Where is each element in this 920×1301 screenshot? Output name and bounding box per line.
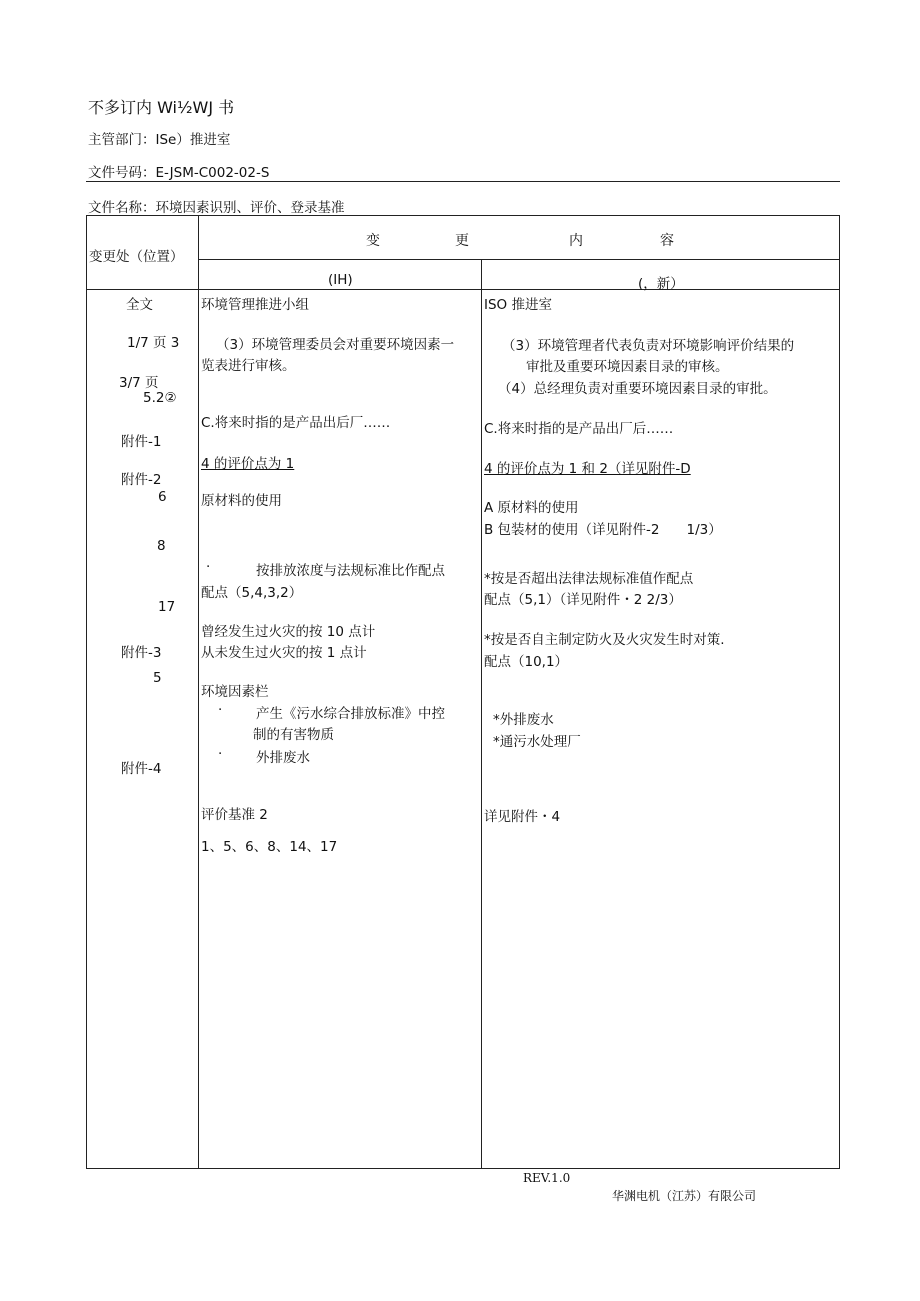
old-item: 环境因素栏 [201,684,269,700]
change-header-char: 容 [660,233,674,249]
document-name-label: 文件名称： [88,200,156,216]
header-divider [86,181,840,182]
company-name: 华渊电机（江苏）有限公司 [612,1189,757,1203]
position-item: 3/7 页 [119,375,159,391]
department-value: ISe）推进室 [155,132,231,148]
revision-label: REV.1.0 [523,1171,571,1185]
document-number-value: E-JSM-C002-02-S [155,165,270,181]
new-item: *按是否超出法律法规标准值作配点 [484,571,694,587]
old-item: 产生《污水综合排放标准》中控 [256,706,445,722]
position-item: 5 [153,670,162,686]
change-header-char: 更 [455,233,469,249]
old-item: 评价基准 2 [201,807,268,823]
position-item: 6 [158,489,167,505]
document-name-line [88,196,345,216]
position-item: 8 [157,538,166,554]
document-title: 不多订内 Wi½WJ 书 [88,98,235,117]
position-item: 5.2② [143,390,177,406]
old-item: （3）环境管理委员会对重要环境因素一 [216,337,455,353]
new-item: B 包装材的使用（详见附件-2 1/3） [484,522,722,538]
change-header-char: 内 [569,233,583,249]
bullet-marker: · [218,702,223,718]
new-item: *通污水处理厂 [493,734,581,750]
new-item: ISO 推进室 [484,297,552,313]
new-item: （4）总经理负责对重要环境因素目录的审批。 [498,381,777,397]
old-item: 制的有害物质 [253,727,334,743]
old-item: 1、5、6、8、14、17 [201,839,338,855]
new-item: *按是否自主制定防火及火灾发生时对策. [484,632,725,648]
new-item: A 原材料的使用 [484,500,579,516]
document-number-label: 文件号码： [88,165,156,181]
position-item: 1/7 页 3 [127,335,180,351]
position-item: 17 [158,599,176,615]
position-item: 附件-3 [121,645,162,661]
document-number-line [88,161,269,181]
new-column-header: (，新） [638,276,684,292]
old-item: 从未发生过火灾的按 1 点计 [201,645,367,661]
old-item: 曾经发生过火灾的按 10 点计 [201,624,376,640]
new-item: 详见附件・4 [484,809,561,825]
department-line [88,128,230,148]
old-new-divider [481,259,482,1168]
position-item: 全文 [126,297,153,313]
old-item: 原材料的使用 [201,493,282,509]
old-item: 4 的评价点为 1 [201,456,295,472]
table-top-border [86,215,840,216]
new-item: *外排废水 [493,712,554,728]
department-label: 主管部门： [88,132,156,148]
bullet-marker: · [206,559,211,575]
new-item: 配点（10,1） [484,654,569,670]
new-item: 配点（5,1）（详见附件・2 2/3） [484,592,682,608]
position-column-header: 变更处（位置） [89,249,184,265]
position-column-divider [198,215,199,1168]
document-name-value: 环境因素识别、评价、登录基准 [155,200,345,216]
old-item: C.将来时指的是产品出后厂…… [201,415,391,431]
new-item: C.将来时指的是产品出厂后…… [484,421,674,437]
header-bottom-border [86,289,840,290]
old-column-header: (IH) [328,272,353,288]
position-item: 附件-1 [121,434,162,450]
old-item: 览表进行审核。 [201,358,296,374]
change-header-char: 变 [366,233,380,249]
position-item: 附件-2 [121,472,162,488]
old-item: 按排放浓度与法规标准比作配点 [256,563,445,579]
bullet-marker: · [218,746,223,762]
table-left-border [86,215,87,1168]
old-item: 配点（5,4,3,2） [201,585,303,601]
position-item: 附件-4 [121,761,162,777]
subheader-divider [198,259,840,260]
new-item: 4 的评价点为 1 和 2（详见附件-D [484,461,691,477]
new-item: （3）环境管理者代表负责对环境影响评价结果的 [502,338,795,354]
table-right-border [839,215,840,1168]
new-item: 审批及重要环境因素目录的审核。 [526,359,729,375]
old-item: 环境管理推进小组 [201,297,309,313]
old-item: 外排废水 [256,750,310,766]
table-bottom-border [86,1168,840,1169]
